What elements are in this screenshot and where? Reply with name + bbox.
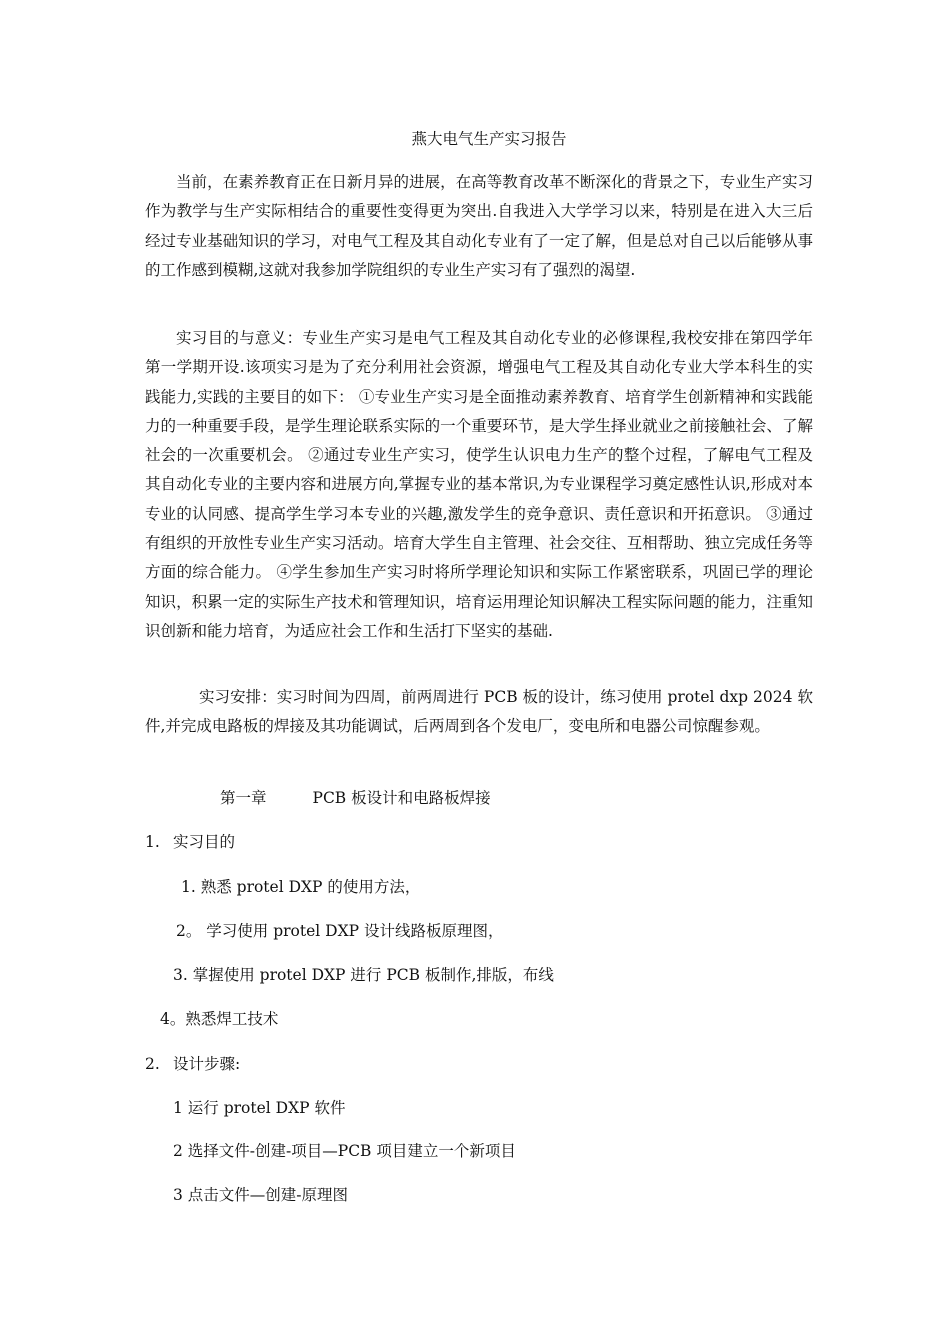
purpose-paragraph: 实习目的与意义：专业生产实习是电气工程及其自动化专业的必修课程,我校安排在第四学年第一学期开设.该项实习是为了充分利用社会资源，增强电气工程及其自动化专业大学本科生的实践能力,实践的主要目的如下： ①专业生产实习是全面推动素养教育、培育学生创新精神和实践能力的一种重要手段，是学生理论联系实际的一个重要环节，是大学生择业就业之前接触社会、了解社会的一次重要机会。 ②通过专业生产实习，使学生认识电力生产的整个过程，了解电气工程及其自动化专业的主要内容和进展方向,掌握专业的基本常识,为专业课程学习奠定感性认识,形成对本专业的认同感、提高学生学习本专业的兴趣,激发学生的竞争意识、责任意识和开拓意识。 ③通过有组织的开放性专业生产实习活动。培育大学生自主管理、社会交往、互相帮助、独立完成任务等方面的综合能力。 ④学生参加生产实习时将所学理论知识和实际工作紧密联系，巩固已学的理论知识，积累一定的实际生产技术和管理知识，培育运用理论知识解决工程实际问题的能力，注重知识创新和能力培育，为适应社会工作和生活打下坚实的基础. — [145, 329, 813, 640]
document-title: 燕大电气生产实习报告 — [411, 130, 567, 148]
section-title: 设计步骤: — [173, 1055, 241, 1073]
section-number: 2. — [145, 1055, 160, 1073]
section-heading-steps — [145, 1053, 240, 1075]
chapter-name: PCB 板设计和电路板焊接 — [312, 789, 491, 807]
chapter-number: 第一章 — [220, 789, 267, 807]
section-heading-objectives — [145, 831, 235, 853]
list-item: 3. 掌握使用 protel DXP 进行 PCB 板制作,排版，布线 — [173, 966, 554, 984]
list-item: 3 点击文件—创建-原理图 — [173, 1186, 349, 1204]
list-item: 1 运行 protel DXP 软件 — [173, 1099, 346, 1117]
intro-paragraph: 当前，在素养教育正在日新月异的进展，在高等教育改革不断深化的背景之下，专业生产实习作为教学与生产实际相结合的重要性变得更为突出.自我进入大学学习以来，特别是在进入大三后经过专业基础知识的学习，对电气工程及其自动化专业有了一定了解，但是总对自己以后能够从事的工作感到模糊,这就对我参加学院组织的专业生产实习有了强烈的渴望. — [145, 173, 813, 279]
list-item: 1. 熟悉 protel DXP 的使用方法， — [181, 878, 421, 896]
list-item: 2 选择文件-创建-项目—PCB 项目建立一个新项目 — [173, 1142, 516, 1160]
schedule-paragraph: 实习安排：实习时间为四周，前两周进行 PCB 板的设计，练习使用 protel dxp 2024 软件,并完成电路板的焊接及其功能调试，后两周到各个发电厂，变电所和电器公司惊醒参观。 — [145, 688, 813, 736]
list-item: 2。 学习使用 protel DXP 设计线路板原理图， — [176, 922, 504, 940]
section-title: 实习目的 — [173, 833, 236, 851]
chapter-heading — [220, 787, 491, 809]
section-number: 1. — [145, 833, 160, 851]
list-item: 4。熟悉焊工技术 — [160, 1010, 279, 1028]
